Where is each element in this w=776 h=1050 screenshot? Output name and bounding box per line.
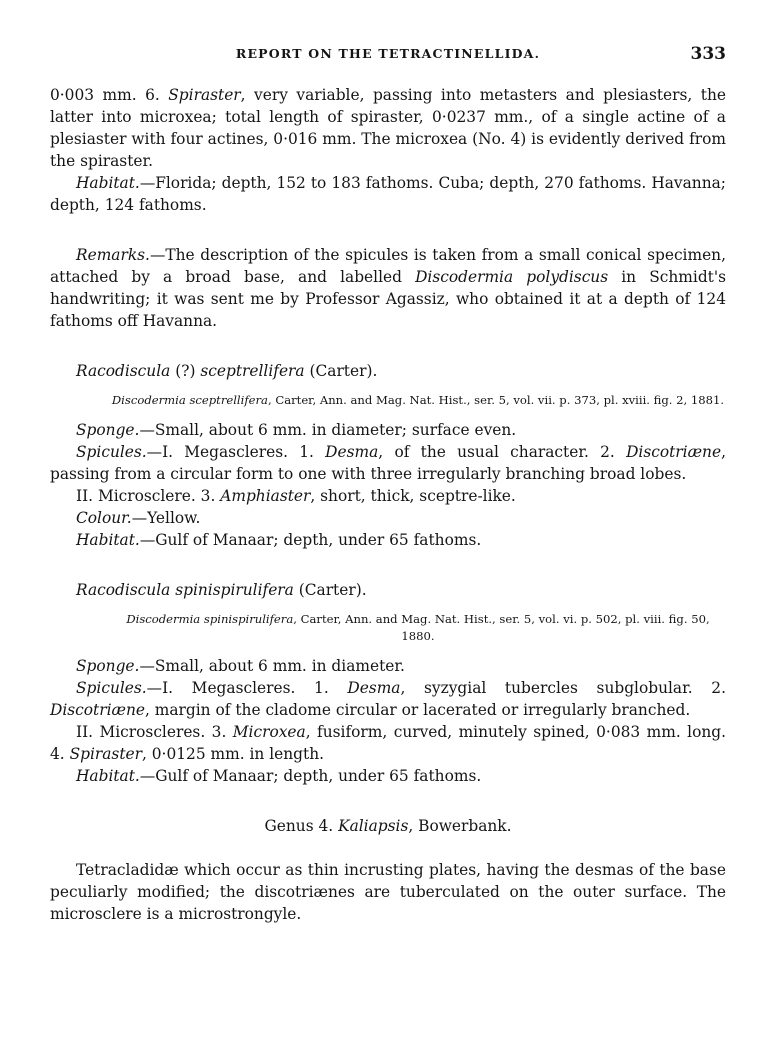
sponge-paragraph: Sponge.—Small, about 6 mm. in diameter; surface even. bbox=[76, 421, 517, 439]
spicules-paragraph: Spicules.—I. Megascleres. 1. Desma, syzygial tubercles subglobular. 2. Discotriæne, margin of the cladome circular or lacerated or irregularly branched. bbox=[50, 679, 726, 719]
microsclere-paragraph: II. Microscleres. 3. Microxea, fusiform, curved, minutely spined, 0·083 mm. long. 4. Spiraster, 0·0125 mm. in length. bbox=[50, 723, 727, 763]
sponge-paragraph: Sponge.—Small, about 6 mm. in diameter. bbox=[76, 657, 405, 675]
header-title: REPORT ON THE TETRACTINELLIDA. bbox=[235, 46, 541, 61]
remarks-species: Discodermia polydiscus bbox=[415, 268, 609, 286]
habitat-paragraph: Habitat.—Gulf of Manaar; depth, under 65 fathoms. bbox=[76, 767, 482, 785]
remarks-paragraph: Remarks.—The description of the spicules is taken from a small conical specimen, attached by a broad base, and labelled Discodermia polydiscus in Schmidt's handwriting; it was sent me by Professor Agassiz, who obtained it at a depth of 124 fathoms off Havanna. bbox=[50, 246, 726, 330]
spicules-paragraph: Spicules.—I. Megascleres. 1. Desma, of the usual character. 2. Discotriæne, passing from a circular form to one with three irregularly branching broad lobes. bbox=[50, 443, 726, 483]
colour-paragraph: Colour.—Yellow. bbox=[76, 509, 201, 527]
spiraster-term: Spiraster bbox=[168, 86, 241, 104]
habitat-label: Habitat. bbox=[76, 174, 140, 192]
page-body bbox=[50, 84, 726, 925]
genus-description: Tetracladidæ which occur as thin incrusting plates, having the desmas of the base peculiarly modified; the discotriænes are tuberculated on the outer surface. The microsclere is a microstrongyle. bbox=[50, 861, 726, 923]
spiraster-paragraph: 0·003 mm. 6. Spiraster, very variable, passing into metasters and plesiasters, the latter into microxea; total length of spiraster, 0·0237 mm., of a single actine of a plesiaster with four actines, 0·016 mm. The microxea (No. 4) is evidently derived from the spiraster. bbox=[50, 86, 726, 170]
page-number: 333 bbox=[690, 44, 726, 64]
synonym-reference: Discodermia sceptrellifera, Carter, Ann. and Mag. Nat. Hist., ser. 5, vol. vii. p. 373, pl. xviii. fig. 2, 1881. bbox=[111, 393, 725, 407]
genus-heading: Genus 4. Kaliapsis, Bowerbank. bbox=[264, 817, 512, 835]
habitat-paragraph: Habitat.—Florida; depth, 152 to 183 fathoms. Cuba; depth, 270 fathoms. Havanna; depth, 124 fathoms. bbox=[50, 174, 726, 214]
running-header bbox=[50, 44, 726, 66]
habitat-paragraph: Habitat.—Gulf of Manaar; depth, under 65 fathoms. bbox=[76, 531, 482, 549]
species-heading-spinispirulifera: Racodiscula spinispirulifera (Carter). bbox=[76, 581, 367, 599]
synonym-reference: Discodermia spinispirulifera, Carter, Ann. and Mag. Nat. Hist., ser. 5, vol. vi. p. 502, pl. viii. fig. 50, 1880. bbox=[126, 612, 710, 643]
species-heading-sceptrellifera: Racodiscula (?) sceptrellifera (Carter). bbox=[76, 362, 378, 380]
remarks-label: Remarks. bbox=[76, 246, 150, 264]
microsclere-paragraph: II. Microsclere. 3. Amphiaster, short, thick, sceptre-like. bbox=[76, 487, 516, 505]
